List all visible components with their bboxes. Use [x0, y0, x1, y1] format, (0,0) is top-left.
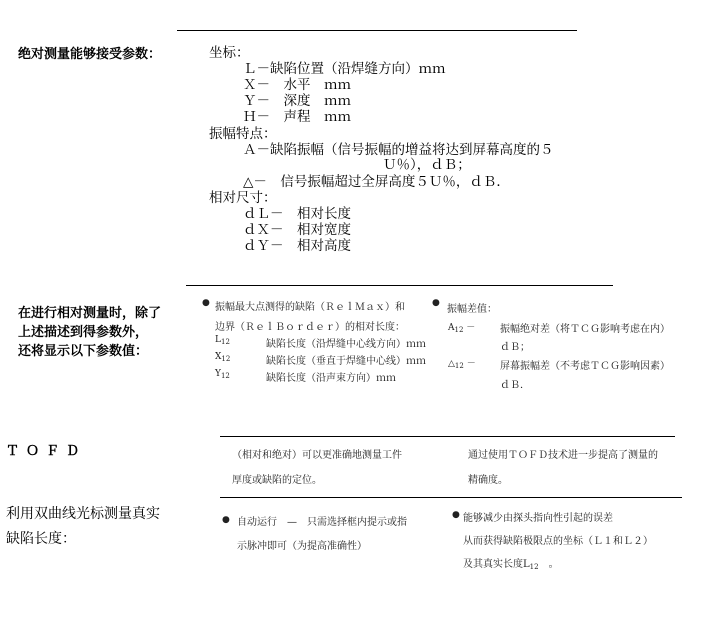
d12-symbol-group	[448, 356, 476, 370]
coord-y: Ｙ－ 深度 ｍｍ	[243, 93, 351, 109]
rel-left-line2: 边界（ＲｅｌＢｏｒｄｅｒ）的相对长度：	[215, 322, 405, 333]
hyper-left-line1: 自动运行 — 只需选择框内提示或指	[237, 517, 407, 528]
a12-symbol: A	[448, 323, 455, 333]
coord-h: Ｈ－ 声程 ｍｍ	[243, 109, 351, 125]
tofd-left-line1: （相对和绝对）可以更准确地测量工件	[232, 450, 402, 461]
l12-sub: 12	[220, 338, 230, 346]
x12-item	[215, 352, 230, 363]
bullet-icon: ●	[432, 298, 440, 308]
l12-item	[215, 335, 230, 346]
rel-left-line1: 振幅最大点测得的缺陷（ＲｅｌＭａｘ）和	[215, 302, 405, 313]
rel-dl: ｄＬ－ 相对长度	[243, 206, 351, 222]
bullet-icon: ●	[452, 510, 460, 520]
a12-unit: ｄＢ；	[500, 342, 530, 353]
section2-rule	[186, 285, 613, 286]
hyperbola-heading-1: 利用双曲线光标测量真实	[6, 506, 160, 522]
amp-diff-title: 振幅差值：	[447, 304, 497, 315]
hyperbola-rule	[220, 497, 682, 498]
tofd-left-line2: 厚度或缺陷的定位。	[232, 475, 322, 486]
x12-symbol: X	[215, 352, 222, 362]
rel-dy: ｄＹ－ 相对高度	[243, 238, 351, 254]
d12-text: 屏幕振幅差（不考虑ＴＣＧ影响因素）	[500, 361, 670, 372]
hyper-right-line3	[463, 555, 559, 571]
amp-delta: △－ 信号振幅超过全屏高度５Ｕ％，ｄＢ．	[243, 174, 510, 190]
top-rule	[177, 30, 577, 31]
hyperbola-heading-2: 缺陷长度：	[6, 531, 76, 547]
hyper-right-line1: 能够减少由探头指向性引起的误差	[463, 513, 613, 524]
rel-title: 相对尺寸：	[209, 190, 277, 206]
d12-unit: ｄＢ．	[500, 380, 530, 391]
a12-sub: 12	[454, 326, 464, 334]
a12-text: 振幅绝对差（将ＴＣＧ影响考虑在内）	[500, 324, 670, 335]
hyper-right-line2: 从而获得缺陷极限点的坐标（Ｌ１和Ｌ２）	[463, 536, 653, 547]
amp-a-line2: Ｕ％），ｄＢ；	[383, 157, 471, 173]
tofd-heading: ＴＯＦＤ	[6, 444, 87, 459]
tofd-right-line2: 精确度。	[468, 475, 508, 486]
true-length-sub: 12	[529, 563, 539, 571]
amp-a-line1: Ａ－缺陷振幅（信号振幅的增益将达到屏幕高度的５	[243, 142, 554, 158]
tofd-right-line1: 通过使用ＴＯＦＤ技术进一步提高了测量的	[468, 450, 658, 461]
a12-symbol-group	[448, 320, 475, 334]
d12-dash: －	[466, 359, 476, 369]
x12-sub: 12	[221, 355, 231, 363]
amp-title: 振幅特点：	[209, 126, 277, 142]
bullet-icon: ●	[202, 298, 210, 308]
true-length-end: 。	[548, 559, 559, 570]
coords-title: 坐标：	[209, 45, 250, 61]
rel-measure-heading-1: 在进行相对测量时，除了	[18, 306, 162, 321]
y12-sub: 12	[220, 372, 230, 380]
d12-symbol: △	[448, 359, 455, 369]
hyper-left-line2: 示脉冲即可（为提高准确性）	[237, 541, 367, 552]
a12-dash: －	[466, 323, 476, 333]
coord-l: Ｌ－缺陷位置（沿焊缝方向）ｍｍ	[243, 61, 446, 77]
l12-text: 缺陷长度（沿焊缝中心线方向）ｍｍ	[266, 339, 426, 350]
abs-measure-heading: 绝对测量能够接受参数：	[18, 47, 162, 62]
rel-dx: ｄＸ－ 相对宽度	[243, 222, 351, 238]
coord-x: Ｘ－ 水平 ｍｍ	[243, 77, 351, 93]
x12-text: 缺陷长度（垂直于焊缝中心线）ｍｍ	[266, 356, 426, 367]
d12-sub: 12	[454, 362, 464, 370]
true-length-label: 及其真实长度L	[463, 559, 530, 570]
y12-item	[215, 369, 230, 380]
y12-text: 缺陷长度（沿声束方向）ｍｍ	[266, 373, 396, 384]
rel-measure-heading-2: 上述描述到得参数外，	[18, 325, 149, 340]
y12-symbol: Y	[215, 369, 221, 379]
rel-measure-heading-3: 还将显示以下参数值：	[18, 344, 149, 359]
bullet-icon: ●	[222, 515, 230, 525]
tofd-rule	[220, 436, 675, 437]
l12-symbol: L	[215, 335, 221, 345]
